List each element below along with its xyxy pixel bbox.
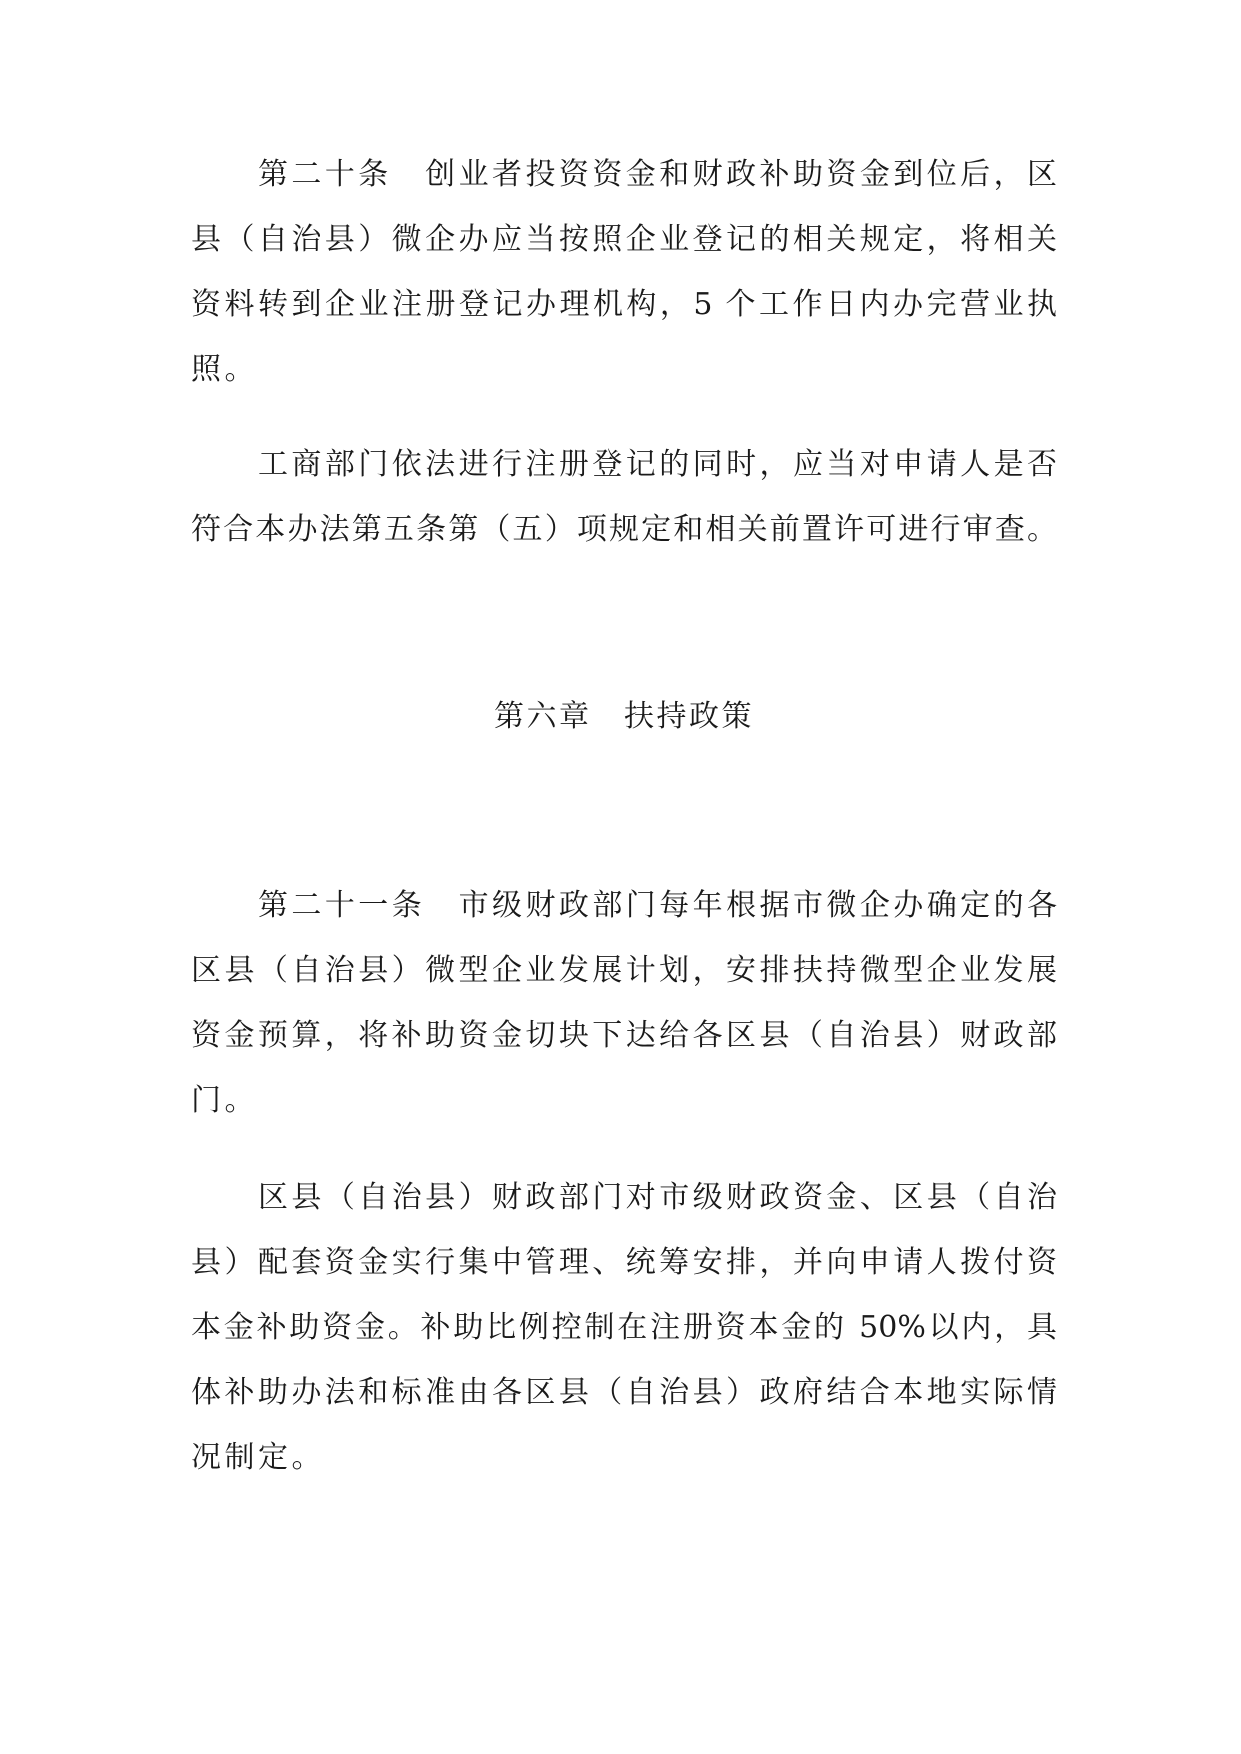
text-line: 第二十一条 市级财政部门每年根据市微企办确定的各 xyxy=(258,888,1057,923)
text-line: 门。 xyxy=(191,1083,258,1118)
text-line: 第二十条 创业者投资资金和财政补助资金到位后，区 xyxy=(258,157,1057,192)
text-line: 体补助办法和标准由各区县（自治县）政府结合本地实际情 xyxy=(191,1375,1057,1410)
text-line: 资金预算，将补助资金切块下达给各区县（自治县）财政部 xyxy=(191,1018,1057,1053)
text-line: 区县（自治县）财政部门对市级财政资金、区县（自治 xyxy=(258,1180,1057,1215)
text-line: 工商部门依法进行注册登记的同时，应当对申请人是否 xyxy=(258,447,1057,482)
text-line: 县）配套资金实行集中管理、统筹安排，并向申请人拨付资 xyxy=(191,1245,1057,1280)
article-20-paragraph-2 xyxy=(191,432,1057,562)
article-21-paragraph-2 xyxy=(191,1165,1057,1490)
chapter-heading: 第六章 扶持政策 xyxy=(494,699,754,734)
text-line: 照。 xyxy=(191,352,258,387)
text-line: 本金补助资金。补助比例控制在注册资本金的 50%以内，具 xyxy=(191,1310,1057,1345)
document-page xyxy=(191,142,1057,1490)
text-line: 县（自治县）微企办应当按照企业登记的相关规定，将相关 xyxy=(191,222,1057,257)
text-line: 资料转到企业注册登记办理机构，5 个工作日内办完营业执 xyxy=(191,287,1057,322)
text-line: 区县（自治县）微型企业发展计划，安排扶持微型企业发展 xyxy=(191,953,1057,988)
text-line: 符合本办法第五条第（五）项规定和相关前置许可进行审查。 xyxy=(191,512,1057,547)
article-21-paragraph-1 xyxy=(191,873,1057,1133)
text-line: 况制定。 xyxy=(191,1440,325,1475)
article-20-paragraph-1 xyxy=(191,142,1057,402)
